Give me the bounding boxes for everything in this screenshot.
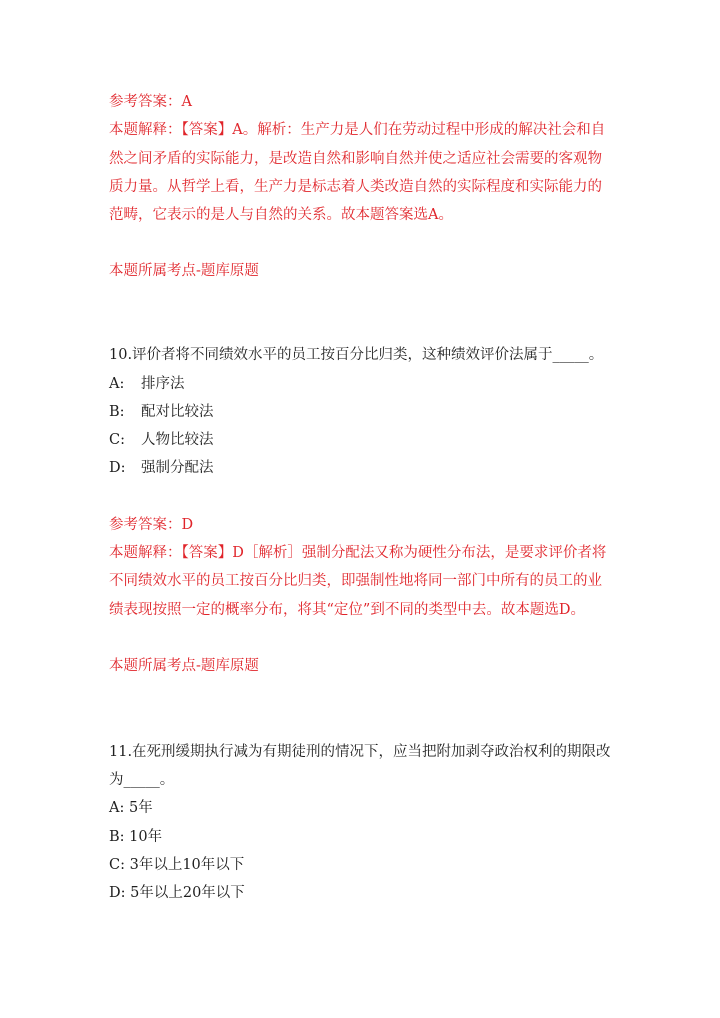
option-text: 人物比较法 [141, 432, 214, 448]
option-text: 排序法 [141, 376, 185, 392]
q9-explanation-line: 然之间矛盾的实际能力，是改造自然和影响自然并使之适应社会需要的客观物 [109, 151, 602, 167]
option-text: 5年以上20年以下 [130, 885, 245, 901]
option-text: 强制分配法 [141, 460, 214, 476]
q10-answer: 参考答案：D [109, 517, 194, 533]
option-text: 10年 [129, 829, 163, 845]
option-label: A: [109, 800, 125, 816]
q10-option-a [109, 374, 185, 394]
option-label: C: [109, 857, 125, 873]
q10-option-c [109, 430, 214, 450]
q10-explanation-line: 不同绩效水平的员工按百分比归类，即强制性地将同一部门中所有的员工的业 [109, 573, 602, 589]
option-label: D: [109, 885, 126, 901]
option-label: A: [109, 376, 125, 392]
q10-option-b [109, 402, 214, 422]
q9-answer: 参考答案：A [109, 94, 192, 110]
option-label: B: [109, 829, 125, 845]
q9-explanation-line: 范畴，它表示的是人与自然的关系。故本题答案选A。 [109, 207, 453, 223]
q10-question: 10.评价者将不同绩效水平的员工按百分比归类，这种绩效评价法属于_____。 [109, 347, 604, 363]
q10-explanation-line: 绩表现按照一定的概率分布，将其“定位”到不同的类型中去。故本题选D。 [109, 602, 585, 618]
q11-option-c [109, 855, 244, 875]
q10-source: 本题所属考点-题库原题 [109, 658, 259, 674]
q11-option-b [109, 827, 162, 847]
option-label: B: [109, 404, 125, 420]
q9-source: 本题所属考点-题库原题 [109, 263, 259, 279]
q11-option-a [109, 798, 153, 818]
q11-question-line: 11.在死刑缓期执行减为有期徒刑的情况下，应当把附加剥夺政治权利的期限改 [109, 744, 611, 760]
q11-question-line: 为_____。 [109, 772, 175, 788]
q9-explanation-line: 质力量。从哲学上看，生产力是标志着人类改造自然的实际程度和实际能力的 [109, 179, 602, 195]
option-text: 3年以上10年以下 [129, 857, 245, 873]
option-text: 配对比较法 [141, 404, 214, 420]
option-text: 5年 [128, 800, 153, 816]
q11-option-d [109, 883, 245, 903]
option-label: C: [109, 432, 125, 448]
q10-option-d [109, 458, 214, 478]
q9-explanation-line: 本题解释：【答案】A。解析：生产力是人们在劳动过程中形成的解决社会和自 [109, 122, 606, 138]
q10-explanation-line: 本题解释：【答案】D［解析］强制分配法又称为硬性分布法，是要求评价者将 [109, 545, 607, 561]
option-label: D: [109, 460, 126, 476]
